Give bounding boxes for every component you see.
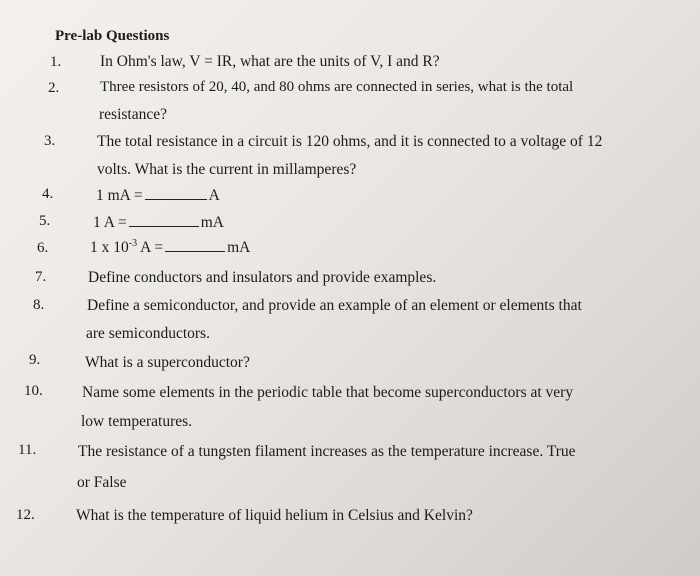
question-5-expression xyxy=(93,213,224,232)
question-11-line-1: The resistance of a tungsten filament increases as the temperature increase. True xyxy=(78,443,576,460)
question-2-number: 2. xyxy=(48,80,60,96)
question-6-lhs-base: 1 x 10 xyxy=(90,239,129,257)
question-6-lhs-tail: A = xyxy=(137,239,164,257)
question-4-expression xyxy=(96,186,220,205)
question-7-text: Define conductors and insulators and provide examples. xyxy=(88,269,437,286)
question-4-number: 4. xyxy=(42,186,54,202)
question-3-number: 3. xyxy=(44,133,56,149)
question-2-line-1: Three resistors of 20, 40, and 80 ohms are connected in series, what is the total xyxy=(100,79,574,95)
question-11-line-2: or False xyxy=(77,474,127,491)
question-5-answer-blank[interactable] xyxy=(129,213,199,227)
question-2-line-2: resistance? xyxy=(99,106,167,123)
question-1-text: In Ohm's law, V = IR, what are the units of V, I and R? xyxy=(100,53,440,70)
question-9-text: What is a superconductor? xyxy=(85,354,250,371)
question-12-number: 12. xyxy=(16,507,35,523)
question-3-line-2: volts. What is the current in millamperes? xyxy=(97,161,357,178)
question-3-line-1: The total resistance in a circuit is 120 ohms, and it is connected to a voltage of 12 xyxy=(97,133,603,150)
question-6-unit: mA xyxy=(227,239,251,257)
question-9-number: 9. xyxy=(29,352,41,368)
question-5-unit: mA xyxy=(200,214,224,231)
question-5-lhs: 1 A = xyxy=(93,214,127,231)
question-8-number: 8. xyxy=(33,297,45,313)
question-6-exponent: -3 xyxy=(128,238,138,249)
question-6-answer-blank[interactable] xyxy=(165,238,225,252)
question-6-expression xyxy=(90,238,250,257)
question-5-number: 5. xyxy=(39,213,51,229)
question-8-line-1: Define a semiconductor, and provide an example of an element or elements that xyxy=(87,297,582,314)
question-11-number: 11. xyxy=(18,442,37,458)
question-4-lhs: 1 mA = xyxy=(96,187,143,204)
question-10-number: 10. xyxy=(24,383,43,399)
question-7-number: 7. xyxy=(35,269,47,285)
question-10-line-1: Name some elements in the periodic table that become superconductors at very xyxy=(82,384,574,401)
question-4-answer-blank[interactable] xyxy=(145,186,207,200)
question-6-number: 6. xyxy=(37,240,49,256)
question-1-number: 1. xyxy=(50,54,62,70)
question-4-unit: A xyxy=(208,187,220,204)
question-8-line-2: are semiconductors. xyxy=(86,325,210,342)
section-heading: Pre-lab Questions xyxy=(55,28,170,44)
question-12-text: What is the temperature of liquid helium in Celsius and Kelvin? xyxy=(76,507,473,524)
question-10-line-2: low temperatures. xyxy=(81,413,193,430)
